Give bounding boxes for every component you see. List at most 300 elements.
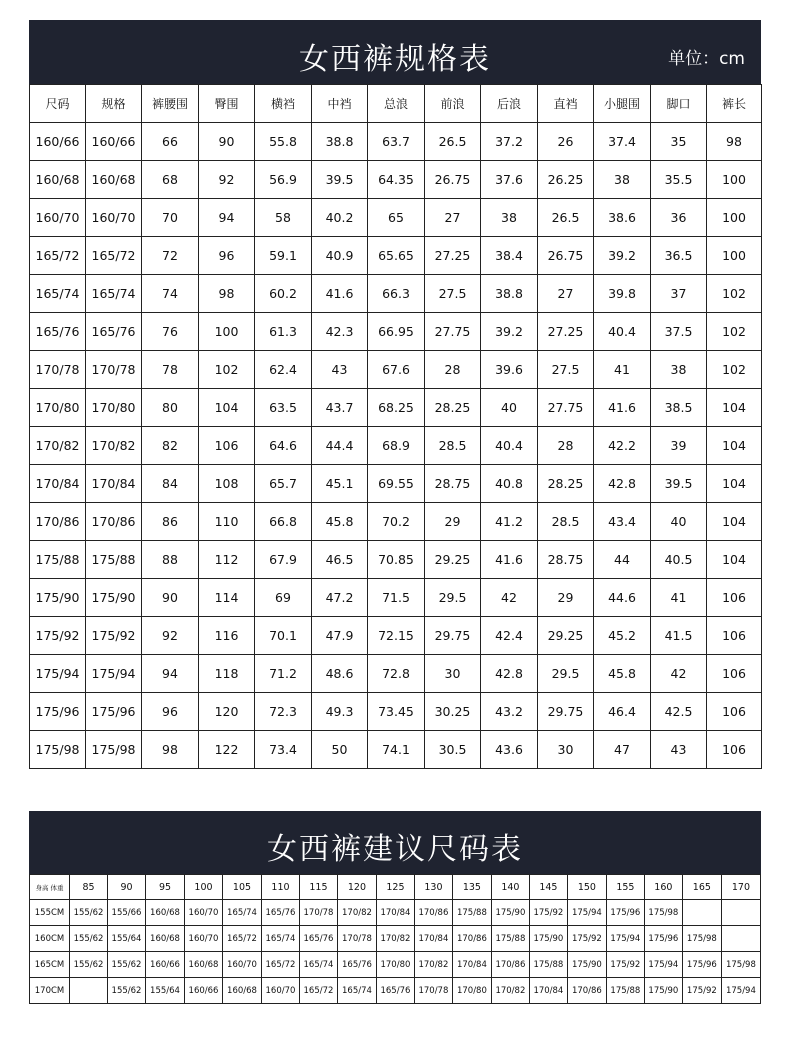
- height-label: 170CM: [30, 978, 70, 1004]
- table-cell: 28: [425, 351, 481, 389]
- table-cell: 38.5: [651, 389, 707, 427]
- table-cell: 61.3: [255, 313, 312, 351]
- table-cell: 41.6: [312, 275, 368, 313]
- table-cell: 98: [142, 731, 199, 769]
- table-cell: 65.65: [368, 237, 425, 275]
- table-cell: 104: [707, 541, 762, 579]
- table-cell: 170/86: [452, 926, 491, 952]
- table-cell: 27: [538, 275, 594, 313]
- height-label: 165CM: [30, 952, 70, 978]
- table-row: [30, 275, 762, 313]
- table-cell: 26.25: [538, 161, 594, 199]
- table-cell: 165/72: [30, 237, 86, 275]
- table-cell: 175/96: [644, 926, 682, 952]
- table-cell: 170/84: [30, 465, 86, 503]
- table-cell: 175/96: [606, 900, 644, 926]
- table-cell: 27.75: [538, 389, 594, 427]
- table-cell: 29.75: [425, 617, 481, 655]
- table-cell: 175/88: [529, 952, 567, 978]
- table-cell: 55.8: [255, 123, 312, 161]
- column-header: 小腿围: [594, 85, 651, 123]
- table-cell: 72.15: [368, 617, 425, 655]
- table-cell: 165/74: [299, 952, 337, 978]
- weight-header: 155: [606, 875, 644, 900]
- table-cell: 170/86: [567, 978, 606, 1004]
- table-cell: 170/86: [86, 503, 142, 541]
- table-cell: 30.25: [425, 693, 481, 731]
- table-cell: 28.75: [538, 541, 594, 579]
- table-cell: 160/70: [185, 900, 223, 926]
- table-cell: 175/96: [86, 693, 142, 731]
- table-cell: 175/98: [682, 926, 721, 952]
- table-cell: 175/96: [30, 693, 86, 731]
- table-cell: 37.6: [481, 161, 538, 199]
- weight-header: 85: [70, 875, 108, 900]
- table-cell: [721, 900, 760, 926]
- table-cell: 160/68: [30, 161, 86, 199]
- table-cell: 104: [199, 389, 255, 427]
- table-cell: 170/78: [86, 351, 142, 389]
- table-cell: 170/82: [491, 978, 529, 1004]
- table-cell: 170/84: [529, 978, 567, 1004]
- table-cell: 160/70: [261, 978, 299, 1004]
- table-cell: [70, 978, 108, 1004]
- table-cell: 43.6: [481, 731, 538, 769]
- table-cell: 40.8: [481, 465, 538, 503]
- size-spec-header: [29, 20, 761, 84]
- table-row: [30, 389, 762, 427]
- table-cell: 28.25: [425, 389, 481, 427]
- table-cell: 42: [651, 655, 707, 693]
- table-cell: 175/90: [30, 579, 86, 617]
- table-cell: 102: [199, 351, 255, 389]
- table-row: [30, 926, 761, 952]
- table-cell: 37: [651, 275, 707, 313]
- table-cell: 26: [538, 123, 594, 161]
- table-cell: 175/88: [86, 541, 142, 579]
- table-cell: 165/74: [261, 926, 299, 952]
- table-cell: 170/84: [376, 900, 414, 926]
- table-cell: 175/92: [606, 952, 644, 978]
- table-cell: 170/82: [337, 900, 376, 926]
- table-cell: 30: [538, 731, 594, 769]
- table-row: [30, 693, 762, 731]
- table-cell: 74.1: [368, 731, 425, 769]
- size-recommend-title: 女西裤建议尺码表: [267, 832, 523, 867]
- table-cell: 29.75: [538, 693, 594, 731]
- table-cell: 28.5: [538, 503, 594, 541]
- table-cell: 165/76: [376, 978, 414, 1004]
- weight-header: 160: [644, 875, 682, 900]
- table-cell: 160/68: [222, 978, 261, 1004]
- table-cell: 165/76: [299, 926, 337, 952]
- table-cell: 45.8: [312, 503, 368, 541]
- table-cell: 100: [707, 199, 762, 237]
- table-cell: 165/72: [261, 952, 299, 978]
- table-cell: 42.8: [481, 655, 538, 693]
- table-cell: 175/98: [644, 900, 682, 926]
- table-cell: 175/94: [567, 900, 606, 926]
- table-cell: 29.5: [425, 579, 481, 617]
- column-header: 总浪: [368, 85, 425, 123]
- column-header: 尺码: [30, 85, 86, 123]
- table-cell: 42.4: [481, 617, 538, 655]
- table-cell: 39.8: [594, 275, 651, 313]
- table-row: [30, 731, 762, 769]
- table-cell: 160/66: [185, 978, 223, 1004]
- table-cell: 27.5: [425, 275, 481, 313]
- table-cell: 102: [707, 351, 762, 389]
- table-cell: 37.2: [481, 123, 538, 161]
- table-cell: 41.2: [481, 503, 538, 541]
- table-cell: 71.2: [255, 655, 312, 693]
- table-cell: 65: [368, 199, 425, 237]
- table-cell: 175/94: [86, 655, 142, 693]
- table-cell: 47.9: [312, 617, 368, 655]
- table-cell: 155/64: [146, 978, 185, 1004]
- table-cell: 40: [651, 503, 707, 541]
- table-cell: 74: [142, 275, 199, 313]
- table-cell: 165/74: [337, 978, 376, 1004]
- table-cell: 175/94: [644, 952, 682, 978]
- table-cell: 45.1: [312, 465, 368, 503]
- table-cell: 155/64: [108, 926, 146, 952]
- height-label: 160CM: [30, 926, 70, 952]
- table-cell: 155/66: [108, 900, 146, 926]
- table-cell: 92: [142, 617, 199, 655]
- table-cell: 26.5: [538, 199, 594, 237]
- table-cell: 170/82: [376, 926, 414, 952]
- table-row: [30, 952, 761, 978]
- table-cell: 175/90: [491, 900, 529, 926]
- table-cell: 39: [651, 427, 707, 465]
- table-cell: 40.5: [651, 541, 707, 579]
- table-cell: 165/76: [30, 313, 86, 351]
- weight-header: 165: [682, 875, 721, 900]
- table-cell: 104: [707, 427, 762, 465]
- table-row: [30, 503, 762, 541]
- table-cell: 39.5: [651, 465, 707, 503]
- table-cell: 70.85: [368, 541, 425, 579]
- table-cell: 170/86: [491, 952, 529, 978]
- table-cell: 68.25: [368, 389, 425, 427]
- table-row: [30, 313, 762, 351]
- table-cell: 43.7: [312, 389, 368, 427]
- table-cell: 165/76: [86, 313, 142, 351]
- table-cell: 102: [707, 275, 762, 313]
- table-cell: 155/62: [70, 926, 108, 952]
- weight-header: 95: [146, 875, 185, 900]
- table-cell: 96: [142, 693, 199, 731]
- table-cell: 104: [707, 503, 762, 541]
- table-cell: 64.6: [255, 427, 312, 465]
- table-cell: 42.8: [594, 465, 651, 503]
- table-cell: 46.4: [594, 693, 651, 731]
- table-cell: 88: [142, 541, 199, 579]
- table-cell: 66.3: [368, 275, 425, 313]
- table-cell: 63.5: [255, 389, 312, 427]
- table-cell: 175/90: [86, 579, 142, 617]
- table-cell: 160/68: [146, 926, 185, 952]
- table-cell: 165/74: [30, 275, 86, 313]
- table-cell: 175/98: [86, 731, 142, 769]
- weight-header: 115: [299, 875, 337, 900]
- table-cell: 175/90: [529, 926, 567, 952]
- table-cell: 26.75: [538, 237, 594, 275]
- table-row: [30, 655, 762, 693]
- table-cell: 114: [199, 579, 255, 617]
- table-cell: 102: [707, 313, 762, 351]
- table-cell: 29: [425, 503, 481, 541]
- size-recommend-header: [29, 811, 761, 874]
- table-cell: 170/86: [30, 503, 86, 541]
- table-cell: 50: [312, 731, 368, 769]
- weight-header: 110: [261, 875, 299, 900]
- table-cell: 38.4: [481, 237, 538, 275]
- weight-header: 140: [491, 875, 529, 900]
- table-cell: 38: [651, 351, 707, 389]
- table-cell: 165/72: [222, 926, 261, 952]
- table-cell: 58: [255, 199, 312, 237]
- table-cell: 175/88: [30, 541, 86, 579]
- table-cell: 165/72: [299, 978, 337, 1004]
- table-cell: 160/68: [146, 900, 185, 926]
- table-cell: 170/80: [376, 952, 414, 978]
- table-cell: 27.5: [538, 351, 594, 389]
- table-cell: 175/88: [606, 978, 644, 1004]
- table-cell: 160/66: [146, 952, 185, 978]
- table-cell: 60.2: [255, 275, 312, 313]
- table-cell: 155/62: [70, 952, 108, 978]
- table-cell: 26.5: [425, 123, 481, 161]
- table-cell: 38.8: [312, 123, 368, 161]
- table-cell: 35.5: [651, 161, 707, 199]
- table-cell: 42: [481, 579, 538, 617]
- table-row: [30, 199, 762, 237]
- table-cell: 37.5: [651, 313, 707, 351]
- table-cell: 76: [142, 313, 199, 351]
- column-header: 臀围: [199, 85, 255, 123]
- column-header: 后浪: [481, 85, 538, 123]
- table-cell: 41.6: [594, 389, 651, 427]
- table-cell: 63.7: [368, 123, 425, 161]
- table-cell: 29.25: [425, 541, 481, 579]
- table-cell: 170/86: [414, 900, 452, 926]
- table-cell: 47.2: [312, 579, 368, 617]
- table-cell: 165/72: [86, 237, 142, 275]
- table-cell: 80: [142, 389, 199, 427]
- table-cell: 49.3: [312, 693, 368, 731]
- table-row: [30, 541, 762, 579]
- weight-header: 150: [567, 875, 606, 900]
- table-cell: 175/90: [567, 952, 606, 978]
- table-cell: 175/88: [491, 926, 529, 952]
- table-cell: 29.5: [538, 655, 594, 693]
- table-cell: [682, 900, 721, 926]
- table-cell: 28.5: [425, 427, 481, 465]
- table-cell: 59.1: [255, 237, 312, 275]
- table-cell: 69.55: [368, 465, 425, 503]
- table-cell: 71.5: [368, 579, 425, 617]
- table-cell: 106: [199, 427, 255, 465]
- table-row: [30, 237, 762, 275]
- table-cell: 40: [481, 389, 538, 427]
- table-cell: 98: [707, 123, 762, 161]
- table-cell: 30: [425, 655, 481, 693]
- table-cell: 41.5: [651, 617, 707, 655]
- unit-label: 单位：cm: [668, 49, 745, 69]
- table-cell: 70: [142, 199, 199, 237]
- table-cell: 38.8: [481, 275, 538, 313]
- table-cell: 66.8: [255, 503, 312, 541]
- table-cell: 39.2: [594, 237, 651, 275]
- table-cell: 69: [255, 579, 312, 617]
- weight-header: 125: [376, 875, 414, 900]
- column-header: 裤腰围: [142, 85, 199, 123]
- table-cell: 160/70: [222, 952, 261, 978]
- table-cell: 48.6: [312, 655, 368, 693]
- table-cell: 43: [651, 731, 707, 769]
- table-cell: 78: [142, 351, 199, 389]
- table-cell: 39.2: [481, 313, 538, 351]
- table-cell: 175/92: [529, 900, 567, 926]
- table-cell: 28.75: [425, 465, 481, 503]
- table-cell: 67.9: [255, 541, 312, 579]
- table-cell: 30.5: [425, 731, 481, 769]
- table-cell: 66: [142, 123, 199, 161]
- table-row: [30, 579, 762, 617]
- table-cell: 106: [707, 655, 762, 693]
- table-cell: 108: [199, 465, 255, 503]
- table-cell: 120: [199, 693, 255, 731]
- height-label: 155CM: [30, 900, 70, 926]
- table-cell: 106: [707, 693, 762, 731]
- table-cell: 175/94: [30, 655, 86, 693]
- table-cell: 90: [199, 123, 255, 161]
- table-cell: 39.6: [481, 351, 538, 389]
- table-cell: 38.6: [594, 199, 651, 237]
- table-cell: 122: [199, 731, 255, 769]
- table-cell: 100: [707, 237, 762, 275]
- table-cell: 98: [199, 275, 255, 313]
- table-cell: 38: [481, 199, 538, 237]
- table-cell: 35: [651, 123, 707, 161]
- table-cell: 170/84: [452, 952, 491, 978]
- table-cell: 170/82: [414, 952, 452, 978]
- weight-header: 100: [185, 875, 223, 900]
- table-cell: 94: [199, 199, 255, 237]
- column-header: 直裆: [538, 85, 594, 123]
- table-cell: 175/92: [86, 617, 142, 655]
- weight-header: 170: [721, 875, 760, 900]
- table-cell: 47: [594, 731, 651, 769]
- table-cell: 160/70: [30, 199, 86, 237]
- table-cell: 94: [142, 655, 199, 693]
- table-cell: [721, 926, 760, 952]
- table-cell: 92: [199, 161, 255, 199]
- table-cell: 170/82: [86, 427, 142, 465]
- table-cell: 170/84: [414, 926, 452, 952]
- table-cell: 165/76: [261, 900, 299, 926]
- table-cell: 170/78: [299, 900, 337, 926]
- table-cell: 39.5: [312, 161, 368, 199]
- table-cell: 106: [707, 579, 762, 617]
- table-cell: 155/62: [108, 952, 146, 978]
- table-cell: 175/90: [644, 978, 682, 1004]
- table-cell: 44: [594, 541, 651, 579]
- table-cell: 170/80: [452, 978, 491, 1004]
- table-row: [30, 161, 762, 199]
- table-cell: 64.35: [368, 161, 425, 199]
- table-cell: 29: [538, 579, 594, 617]
- table-cell: 104: [707, 465, 762, 503]
- table-cell: 44.6: [594, 579, 651, 617]
- table-cell: 40.9: [312, 237, 368, 275]
- column-header: 中裆: [312, 85, 368, 123]
- weight-header: 130: [414, 875, 452, 900]
- table-cell: 175/96: [682, 952, 721, 978]
- table-cell: 36: [651, 199, 707, 237]
- weight-header: 105: [222, 875, 261, 900]
- table-cell: 41: [651, 579, 707, 617]
- table-cell: 70.1: [255, 617, 312, 655]
- table-cell: 45.8: [594, 655, 651, 693]
- table-cell: 165/76: [337, 952, 376, 978]
- table-cell: 41: [594, 351, 651, 389]
- size-spec-table: [29, 84, 762, 769]
- table-cell: 112: [199, 541, 255, 579]
- table-cell: 28.25: [538, 465, 594, 503]
- table-cell: 82: [142, 427, 199, 465]
- table-cell: 43.2: [481, 693, 538, 731]
- table-cell: 68.9: [368, 427, 425, 465]
- table-cell: 42.3: [312, 313, 368, 351]
- table-cell: 170/80: [86, 389, 142, 427]
- column-header: 横裆: [255, 85, 312, 123]
- table-cell: 175/88: [452, 900, 491, 926]
- table-cell: 28: [538, 427, 594, 465]
- corner-cell: 身高 体重: [30, 875, 70, 900]
- table-cell: 170/78: [30, 351, 86, 389]
- table-cell: 175/94: [721, 978, 760, 1004]
- table-cell: 175/94: [606, 926, 644, 952]
- table-cell: 165/74: [222, 900, 261, 926]
- table-cell: 36.5: [651, 237, 707, 275]
- weight-header: 135: [452, 875, 491, 900]
- table-cell: 67.6: [368, 351, 425, 389]
- table-cell: 160/68: [86, 161, 142, 199]
- size-spec-title: 女西裤规格表: [299, 42, 491, 77]
- table-cell: 73.45: [368, 693, 425, 731]
- table-cell: 43: [312, 351, 368, 389]
- table-cell: 38: [594, 161, 651, 199]
- weight-header: 145: [529, 875, 567, 900]
- table-cell: 72.3: [255, 693, 312, 731]
- table-cell: 42.2: [594, 427, 651, 465]
- table-cell: 56.9: [255, 161, 312, 199]
- table-cell: 160/66: [30, 123, 86, 161]
- weight-header: 120: [337, 875, 376, 900]
- table-cell: 155/62: [70, 900, 108, 926]
- table-cell: 62.4: [255, 351, 312, 389]
- column-header: 脚口: [651, 85, 707, 123]
- size-spec-header-row: [30, 85, 762, 123]
- table-cell: 46.5: [312, 541, 368, 579]
- table-cell: 66.95: [368, 313, 425, 351]
- table-cell: 170/84: [86, 465, 142, 503]
- table-cell: 26.75: [425, 161, 481, 199]
- table-cell: 100: [707, 161, 762, 199]
